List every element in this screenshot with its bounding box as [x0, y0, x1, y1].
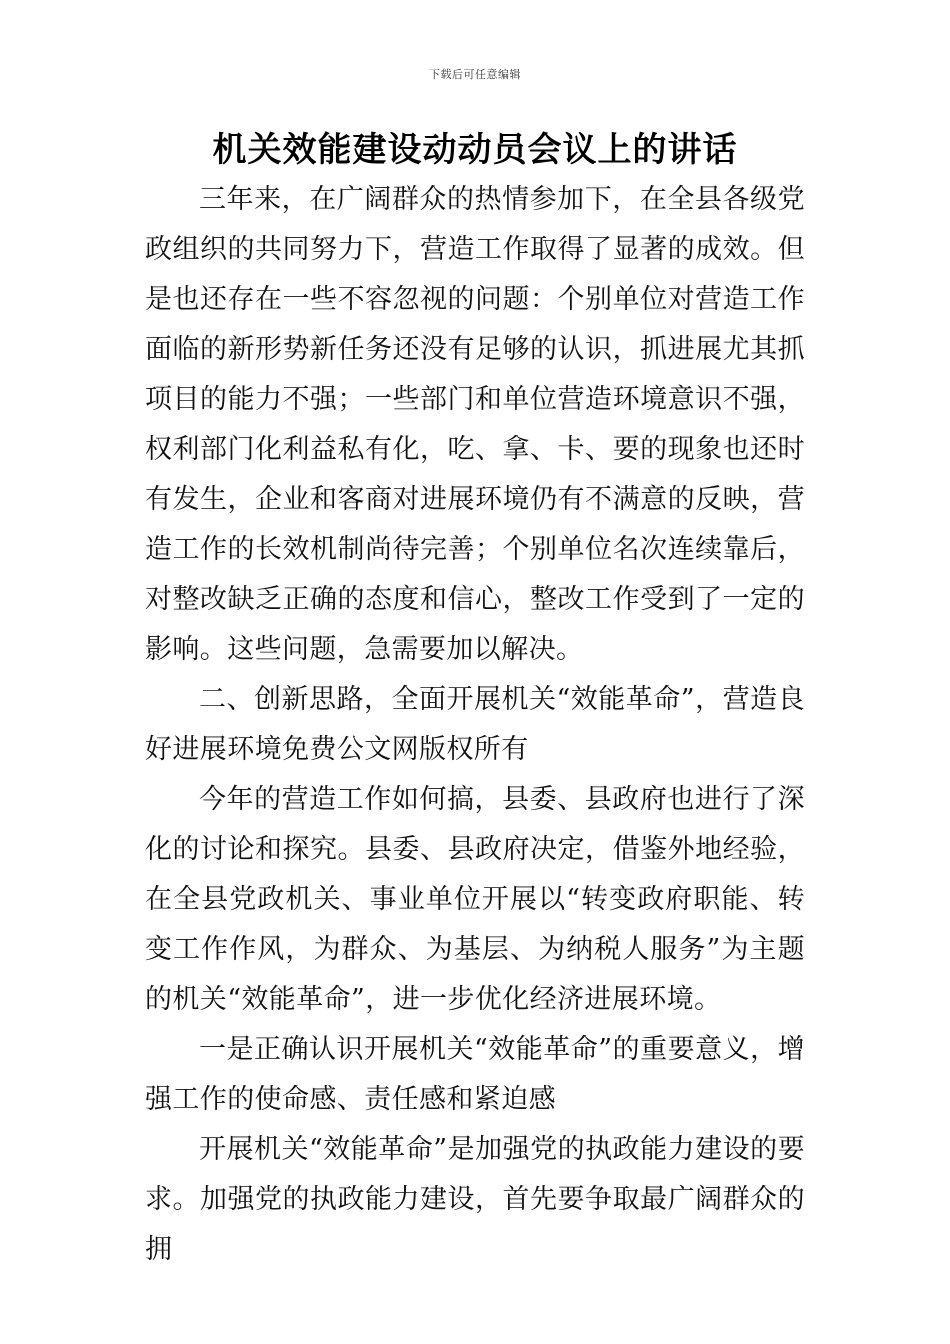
header-note: 下载后可任意编辑 [429, 68, 521, 81]
paragraph: 今年的营造工作如何搞，县委、县政府也进行了深化的讨论和探究。县委、县政府决定，借鉴外地经验，在全县党政机关、事业单位开展以“转变政府职能、转变工作作风，为群众、为基层、为纳税人服务”为主题的机关“效能革命”，进一步优化经济进展环境。 [145, 784, 805, 1015]
paragraph: 二、创新思路，全面开展机关“效能革命”，营造良好进展环境免费公文网版权所有 [145, 684, 805, 765]
body-text [145, 175, 805, 1275]
paragraph: 一是正确认识开展机关“效能革命”的重要意义，增强工作的使命感、责任感和紧迫感 [145, 1034, 805, 1115]
page-title: 机关效能建设动动员会议上的讲话 [212, 130, 738, 170]
paragraph: 开展机关“效能革命”是加强党的执政能力建设的要求。加强党的执政能力建设，首先要争取最广阔群众的拥 [145, 1134, 805, 1265]
paragraph: 三年来，在广阔群众的热情参加下，在全县各级党政组织的共同努力下，营造工作取得了显著的成效。但是也还存在一些不容忽视的问题：个别单位对营造工作面临的新形势新任务还没有足够的认识，抓进展尤其抓项目的能力不强；一些部门和单位营造环境意识不强，权利部门化利益私有化，吃、拿、卡、要的现象也还时有发生，企业和客商对进展环境仍有不满意的反映，营造工作的长效机制尚待完善；个别单位名次连续靠后，对整改缺乏正确的态度和信心，整改工作受到了一定的影响。这些问题，急需要加以解决。 [145, 184, 805, 665]
